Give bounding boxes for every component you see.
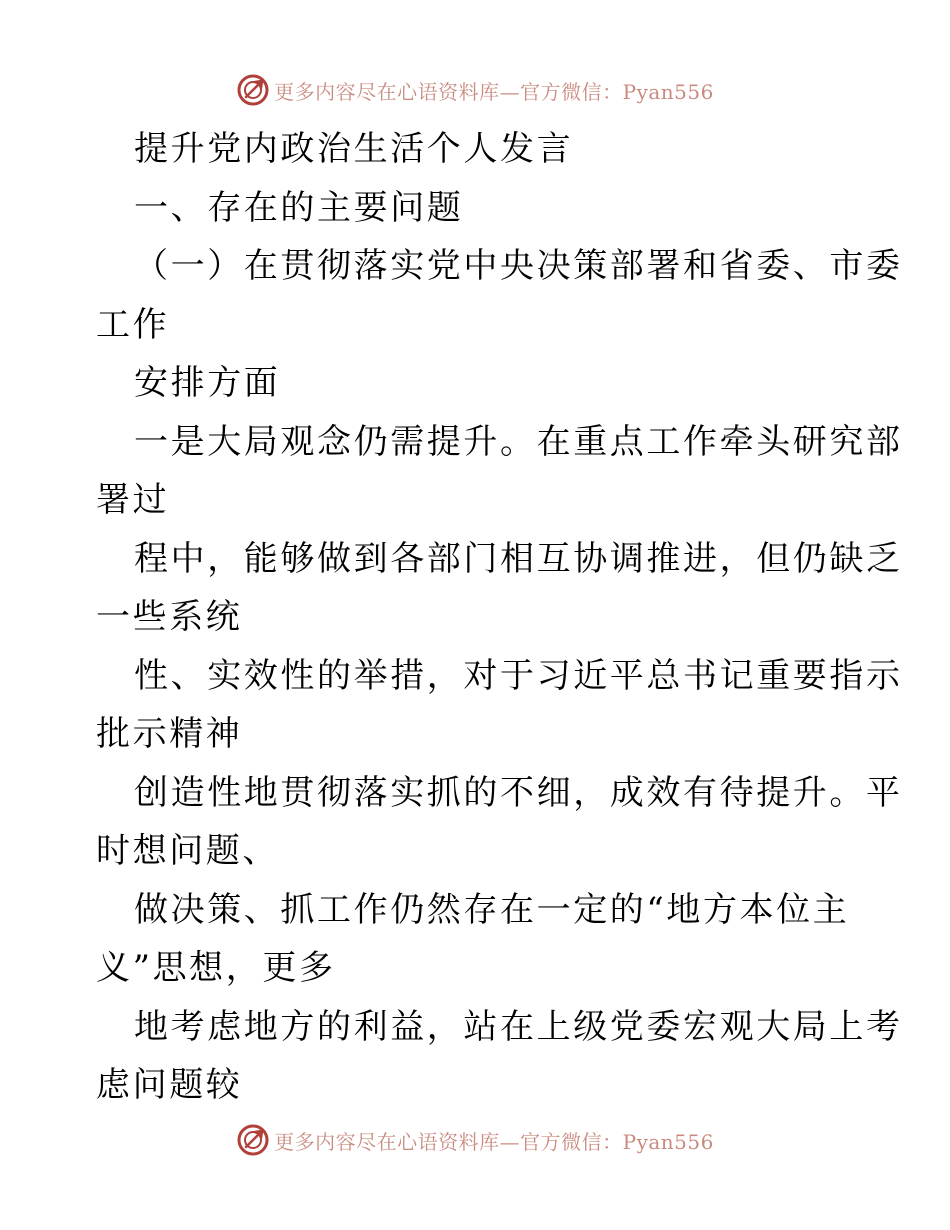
text-line: 地考虑地方的利益，站在上级党委宏观大局上考 xyxy=(134,1006,903,1047)
text-line: 安排方面 xyxy=(134,363,281,403)
text-line: 一、存在的主要问题 xyxy=(134,187,464,228)
text-line: 时想问题、 xyxy=(96,831,279,871)
watermark-banner-top xyxy=(0,70,950,110)
text-line: 一些系统 xyxy=(96,597,243,637)
seal-logo-icon xyxy=(236,73,270,107)
text-line: 虑问题较 xyxy=(96,1065,243,1105)
watermark-text: 更多内容尽在心语资料库—官方微信：Pyan556 xyxy=(274,1129,714,1154)
text-line: 工作 xyxy=(96,304,170,345)
document-body xyxy=(96,120,903,1115)
watermark-banner-bottom xyxy=(0,1120,950,1160)
text-line: 义”思想，更多 xyxy=(96,948,336,988)
text-line: 署过 xyxy=(96,480,170,520)
watermark-text: 更多内容尽在心语资料库—官方微信：Pyan556 xyxy=(274,79,714,104)
text-line: 创造性地贯彻落实抓的不细，成效有待提升。平 xyxy=(134,772,903,813)
text-line: 做决策、抓工作仍然存在一定的“地方本位主 xyxy=(134,889,850,930)
seal-logo-icon xyxy=(236,1123,270,1157)
text-line: 程中，能够做到各部门相互协调推进，但仍缺乏 xyxy=(134,538,903,579)
text-line: 一是大局观念仍需提升。在重点工作牵头研究部 xyxy=(134,421,903,462)
text-line: 提升党内政治生活个人发言 xyxy=(134,129,574,169)
text-line: （一）在贯彻落实党中央决策部署和省委、市委 xyxy=(134,246,903,286)
text-line: 批示精神 xyxy=(96,714,243,754)
text-line: 性、实效性的举措，对于习近平总书记重要指示 xyxy=(134,655,903,696)
